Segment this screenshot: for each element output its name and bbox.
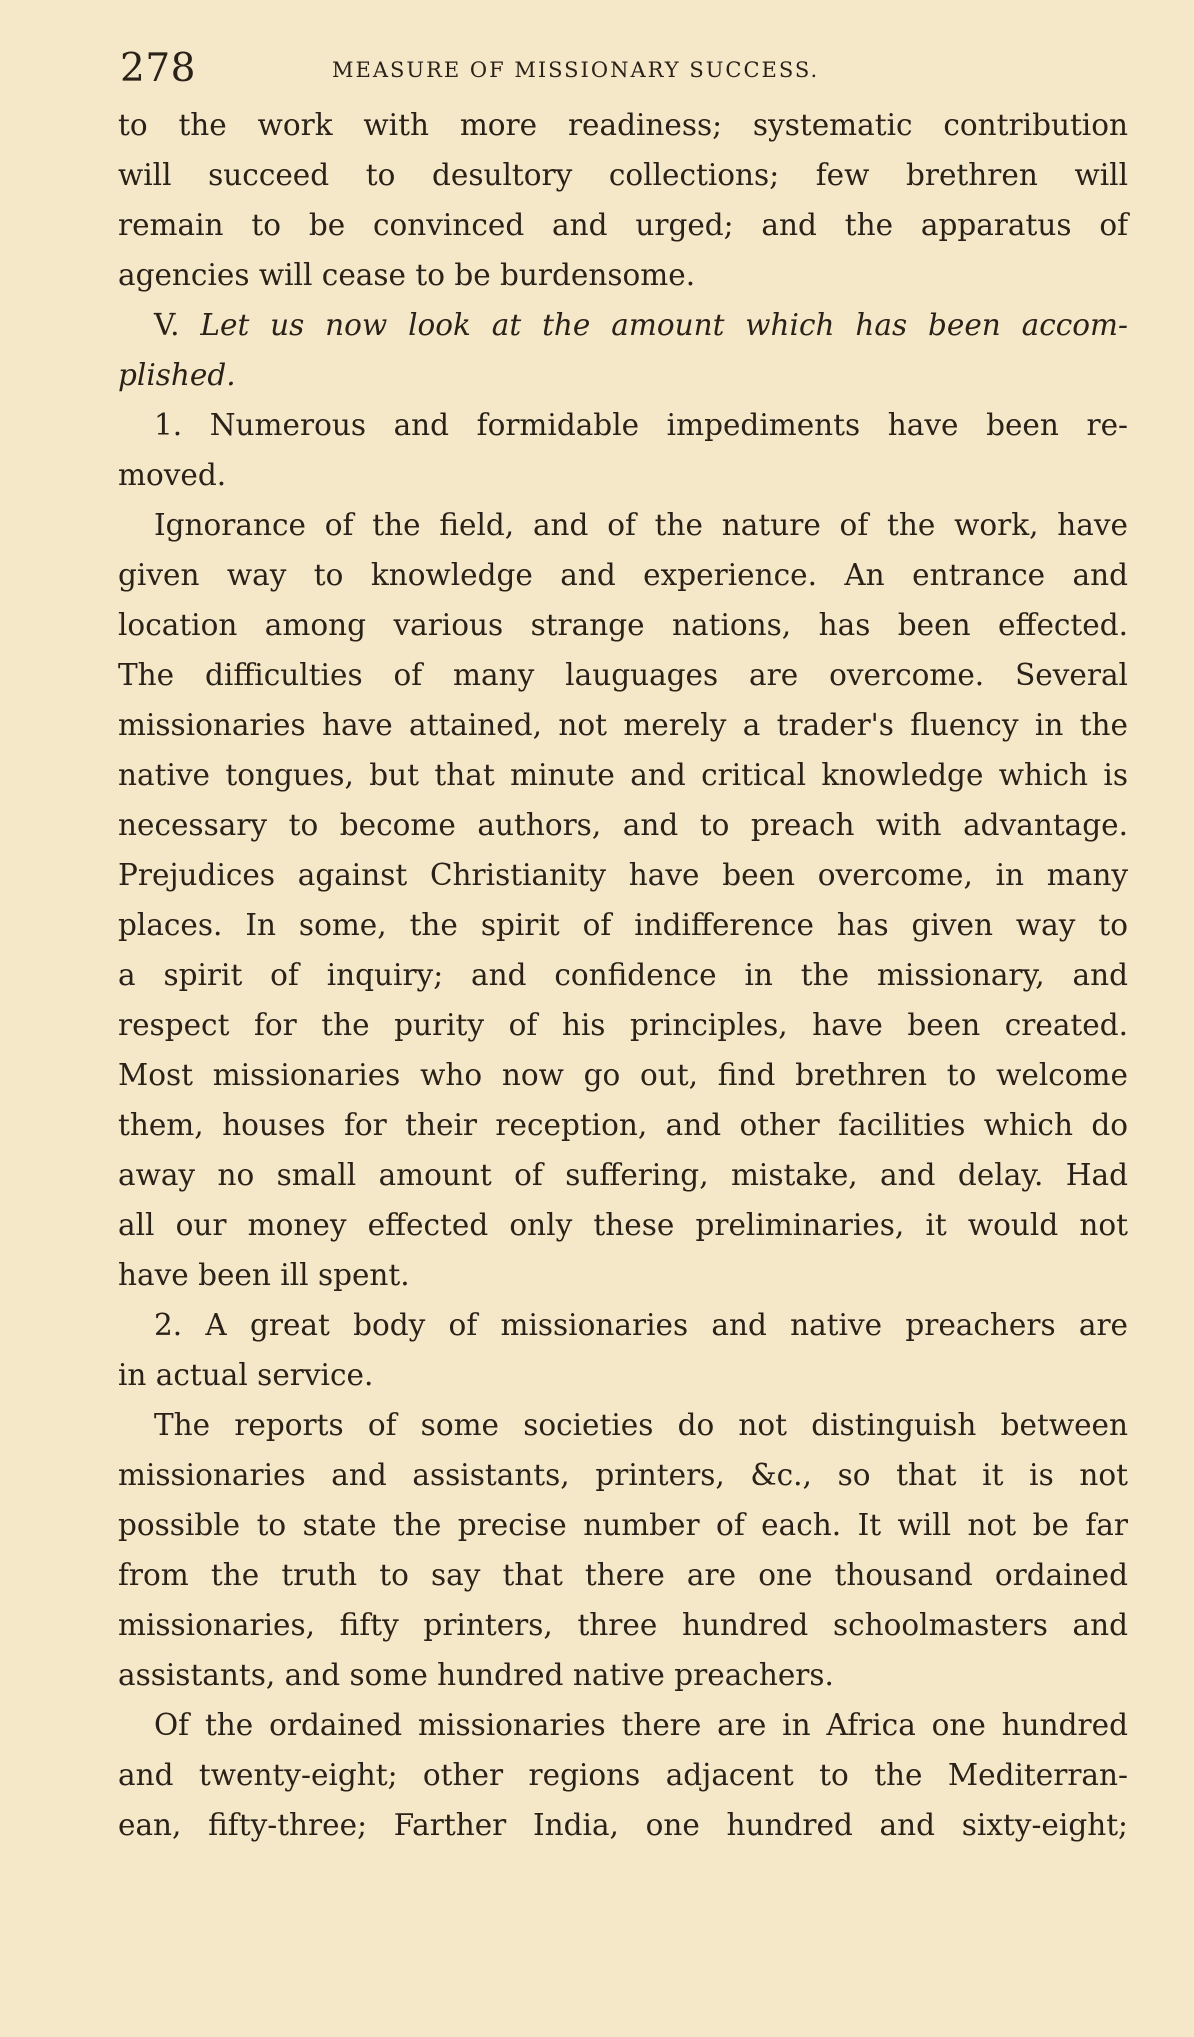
- text-line: The difficulties of many lauguages are overcome. Several: [118, 658, 1128, 692]
- text-line: moved.: [118, 458, 227, 492]
- page-number: 278: [120, 46, 196, 91]
- text-line: given way to knowledge and experience. An entrance and: [118, 558, 1128, 592]
- text-line: respect for the purity of his principles, have been created.: [118, 1008, 1128, 1042]
- text-line: missionaries and assistants, printers, &c., so that it is not: [118, 1458, 1128, 1492]
- text-line: ean, fifty-three; Farther India, one hundred and sixty-eight;: [118, 1808, 1128, 1842]
- text-line: have been ill spent.: [118, 1258, 410, 1292]
- text-line: The reports of some societies do not distinguish between: [154, 1408, 1128, 1442]
- text-line: them, houses for their reception, and other facilities which do: [118, 1108, 1128, 1142]
- text-line: and twenty-eight; other regions adjacent to the Mediterran-: [118, 1758, 1128, 1792]
- text-line: in actual service.: [118, 1358, 374, 1392]
- text-line: native tongues, but that minute and critical knowledge which is: [118, 758, 1128, 792]
- text-line: from the truth to say that there are one thousand ordained: [118, 1558, 1128, 1592]
- text-line: to the work with more readiness; systematic contribution: [118, 108, 1128, 142]
- text-line: 2. A great body of missionaries and native preachers are: [154, 1308, 1128, 1342]
- text-line: missionaries have attained, not merely a trader's fluency in the: [118, 708, 1128, 742]
- section-heading-continuation: plished.: [118, 358, 236, 392]
- text-line: missionaries, fifty printers, three hundred schoolmasters and: [118, 1608, 1128, 1642]
- text-line: will succeed to desultory collections; few brethren will: [118, 158, 1128, 192]
- text-line: assistants, and some hundred native preachers.: [118, 1658, 834, 1692]
- text-line: location among various strange nations, has been effected.: [118, 608, 1128, 642]
- text-line: away no small amount of suffering, mistake, and delay. Had: [118, 1158, 1128, 1192]
- section-heading: Let us now look at the amount which has been accom-: [200, 308, 1128, 342]
- section-heading-line: [118, 300, 1128, 350]
- text-line: Prejudices against Christianity have been overcome, in many: [118, 858, 1128, 892]
- text-line: a spirit of inquiry; and confidence in the missionary, and: [118, 958, 1128, 992]
- text-line: necessary to become authors, and to preach with advantage.: [118, 808, 1128, 842]
- page-header: [120, 44, 1120, 94]
- section-numeral: V.: [154, 308, 180, 342]
- text-line: agencies will cease to be burdensome.: [118, 258, 696, 292]
- text-line: possible to state the precise number of each. It will not be far: [118, 1508, 1128, 1542]
- text-line: remain to be convinced and urged; and the apparatus of: [118, 208, 1128, 242]
- text-line: all our money effected only these preliminaries, it would not: [118, 1208, 1128, 1242]
- body-text: [118, 100, 1128, 1850]
- text-line: Ignorance of the field, and of the nature of the work, have: [154, 508, 1128, 542]
- text-line: 1. Numerous and formidable impediments have been re-: [154, 408, 1128, 442]
- text-line: Of the ordained missionaries there are in Africa one hundred: [154, 1708, 1128, 1742]
- text-line: places. In some, the spirit of indifference has given way to: [118, 908, 1128, 942]
- text-line: Most missionaries who now go out, find brethren to welcome: [118, 1058, 1128, 1092]
- running-title: MEASURE OF MISSIONARY SUCCESS.: [332, 58, 820, 82]
